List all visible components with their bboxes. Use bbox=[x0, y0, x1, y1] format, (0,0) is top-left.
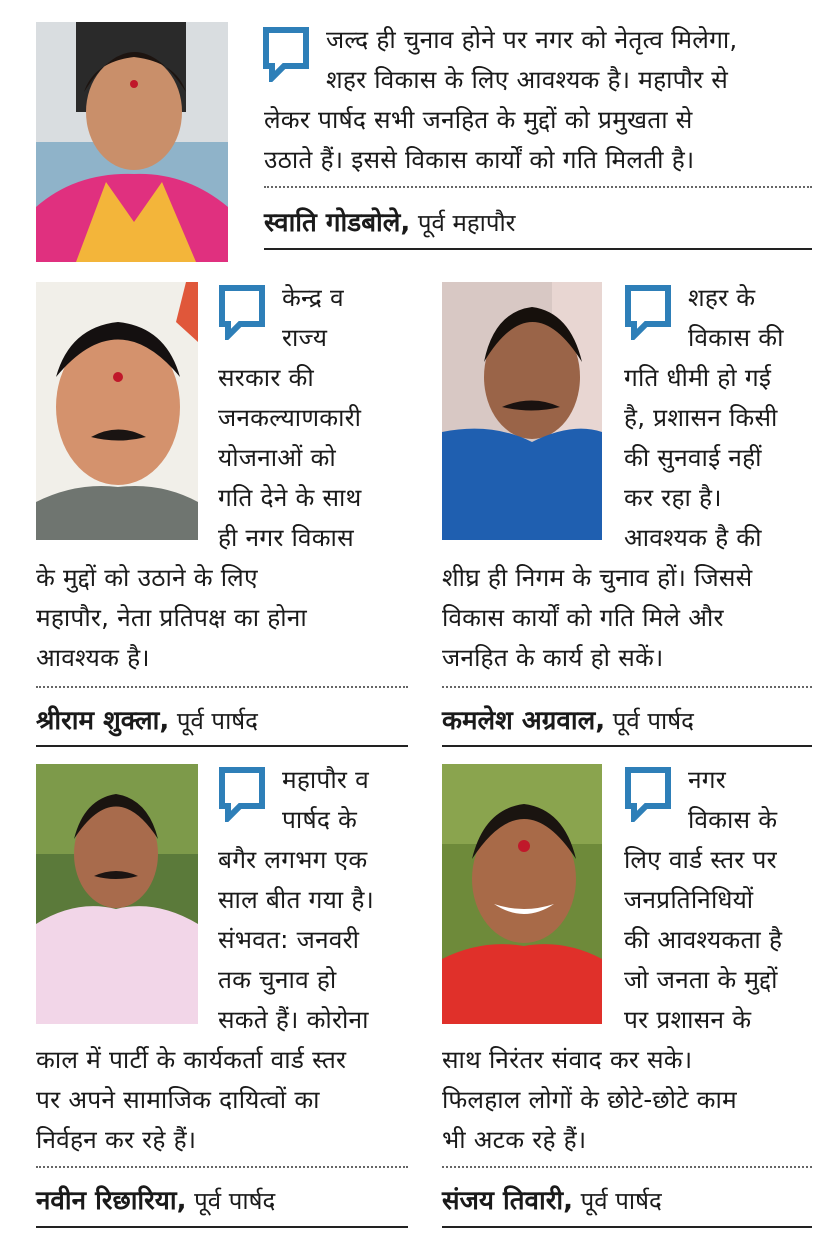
person-name: कमलेश अग्रवाल, bbox=[442, 706, 606, 736]
text-line: आवश्यक है की bbox=[624, 523, 762, 552]
text-line: की आवश्यकता है bbox=[624, 925, 783, 954]
person-name: श्रीराम शुक्ला, bbox=[36, 706, 170, 736]
text-line: काल में पार्टी के कार्यकर्ता वार्ड स्तर bbox=[36, 1045, 347, 1074]
text-line: जो जनता के मुद्दों bbox=[624, 965, 778, 994]
person-role: पूर्व महापौर bbox=[410, 209, 516, 237]
person-role: पूर्व पार्षद bbox=[169, 707, 258, 735]
text-line: शहर के bbox=[688, 283, 756, 312]
byline-bot-right bbox=[442, 1184, 662, 1218]
text-line: संभवत: जनवरी bbox=[218, 925, 360, 954]
quote-text-top bbox=[264, 20, 824, 180]
text-line: महापौर, नेता प्रतिपक्ष का होना bbox=[36, 603, 307, 632]
quote-text-bot-left bbox=[36, 760, 408, 1160]
text-line: के मुद्दों को उठाने के लिए bbox=[36, 563, 258, 592]
text-line: राज्य bbox=[282, 323, 328, 352]
divider bbox=[442, 1166, 812, 1168]
text-line: गति धीमी हो गई bbox=[624, 363, 772, 392]
rule bbox=[442, 1226, 812, 1228]
text-line: बगैर लगभग एक bbox=[218, 845, 368, 874]
byline-top bbox=[264, 206, 516, 240]
byline-mid-left bbox=[36, 704, 258, 738]
rule bbox=[36, 1226, 408, 1228]
text-line: भी अटक रहे हैं। bbox=[442, 1125, 587, 1154]
person-name: स्वाति गोडबोले, bbox=[264, 208, 411, 238]
text-line: साथ निरंतर संवाद कर सके। bbox=[442, 1045, 693, 1074]
text-line: साल बीत गया है। bbox=[218, 885, 375, 914]
rule bbox=[442, 745, 812, 747]
text-line: विकास के bbox=[688, 805, 778, 834]
text-line: शहर विकास के लिए आवश्यक है। महापौर से bbox=[326, 65, 729, 94]
text-line: जनहित के कार्य हो सकें। bbox=[442, 643, 664, 672]
person-name: संजय तिवारी, bbox=[442, 1186, 573, 1216]
quote-text-mid-left bbox=[36, 278, 408, 678]
text-line: है, प्रशासन किसी bbox=[624, 403, 778, 432]
text-line: जल्द ही चुनाव होने पर नगर को नेतृत्व मिलेगा, bbox=[326, 25, 738, 54]
person-role: पूर्व पार्षद bbox=[186, 1187, 276, 1215]
text-line: निर्वहन कर रहे हैं। bbox=[36, 1125, 197, 1154]
text-line: कर रहा है। bbox=[624, 483, 722, 512]
text-line: जनकल्याणकारी bbox=[218, 403, 362, 432]
photo-swati-godbole bbox=[36, 22, 228, 262]
text-line: पार्षद के bbox=[282, 805, 358, 834]
text-line: सरकार की bbox=[218, 363, 314, 392]
text-line: विकास की bbox=[688, 323, 784, 352]
person-role: पूर्व पार्षद bbox=[605, 707, 694, 735]
divider bbox=[36, 1166, 408, 1168]
text-line: गति देने के साथ bbox=[218, 483, 362, 512]
text-line: लेकर पार्षद सभी जनहित के मुद्दों को प्रमुखता से bbox=[264, 105, 693, 134]
text-line: की सुनवाई नहीं bbox=[624, 443, 762, 472]
rule bbox=[36, 745, 408, 747]
divider bbox=[264, 186, 812, 188]
text-line: योजनाओं को bbox=[218, 443, 336, 472]
text-line: नगर bbox=[688, 765, 727, 794]
text-line: शीघ्र ही निगम के चुनाव हों। जिससे bbox=[442, 563, 753, 592]
text-line: विकास कार्यों को गति मिले और bbox=[442, 603, 724, 632]
text-line: पर अपने सामाजिक दायित्वों का bbox=[36, 1085, 320, 1114]
text-line: तक चुनाव हो bbox=[218, 965, 337, 994]
text-line: सकते हैं। कोरोना bbox=[218, 1005, 369, 1034]
text-line: ही नगर विकास bbox=[218, 523, 354, 552]
rule bbox=[264, 248, 812, 250]
text-line: आवश्यक है। bbox=[36, 643, 150, 672]
byline-mid-right bbox=[442, 704, 694, 738]
text-line: फिलहाल लोगों के छोटे-छोटे काम bbox=[442, 1085, 737, 1114]
person-role: पूर्व पार्षद bbox=[573, 1187, 662, 1215]
text-line: पर प्रशासन के bbox=[624, 1005, 752, 1034]
text-line: केन्द्र व bbox=[282, 283, 344, 312]
quote-text-bot-right bbox=[442, 760, 814, 1160]
byline-bot-left bbox=[36, 1184, 275, 1218]
divider bbox=[442, 686, 812, 688]
text-line: लिए वार्ड स्तर पर bbox=[624, 845, 777, 874]
quote-text-mid-right bbox=[442, 278, 814, 678]
text-line: महापौर व bbox=[282, 765, 369, 794]
text-line: जनप्रतिनिधियों bbox=[624, 885, 754, 914]
divider bbox=[36, 686, 408, 688]
person-name: नवीन रिछारिया, bbox=[36, 1186, 187, 1216]
text-line: उठाते हैं। इससे विकास कार्यों को गति मिलती है। bbox=[264, 145, 695, 174]
